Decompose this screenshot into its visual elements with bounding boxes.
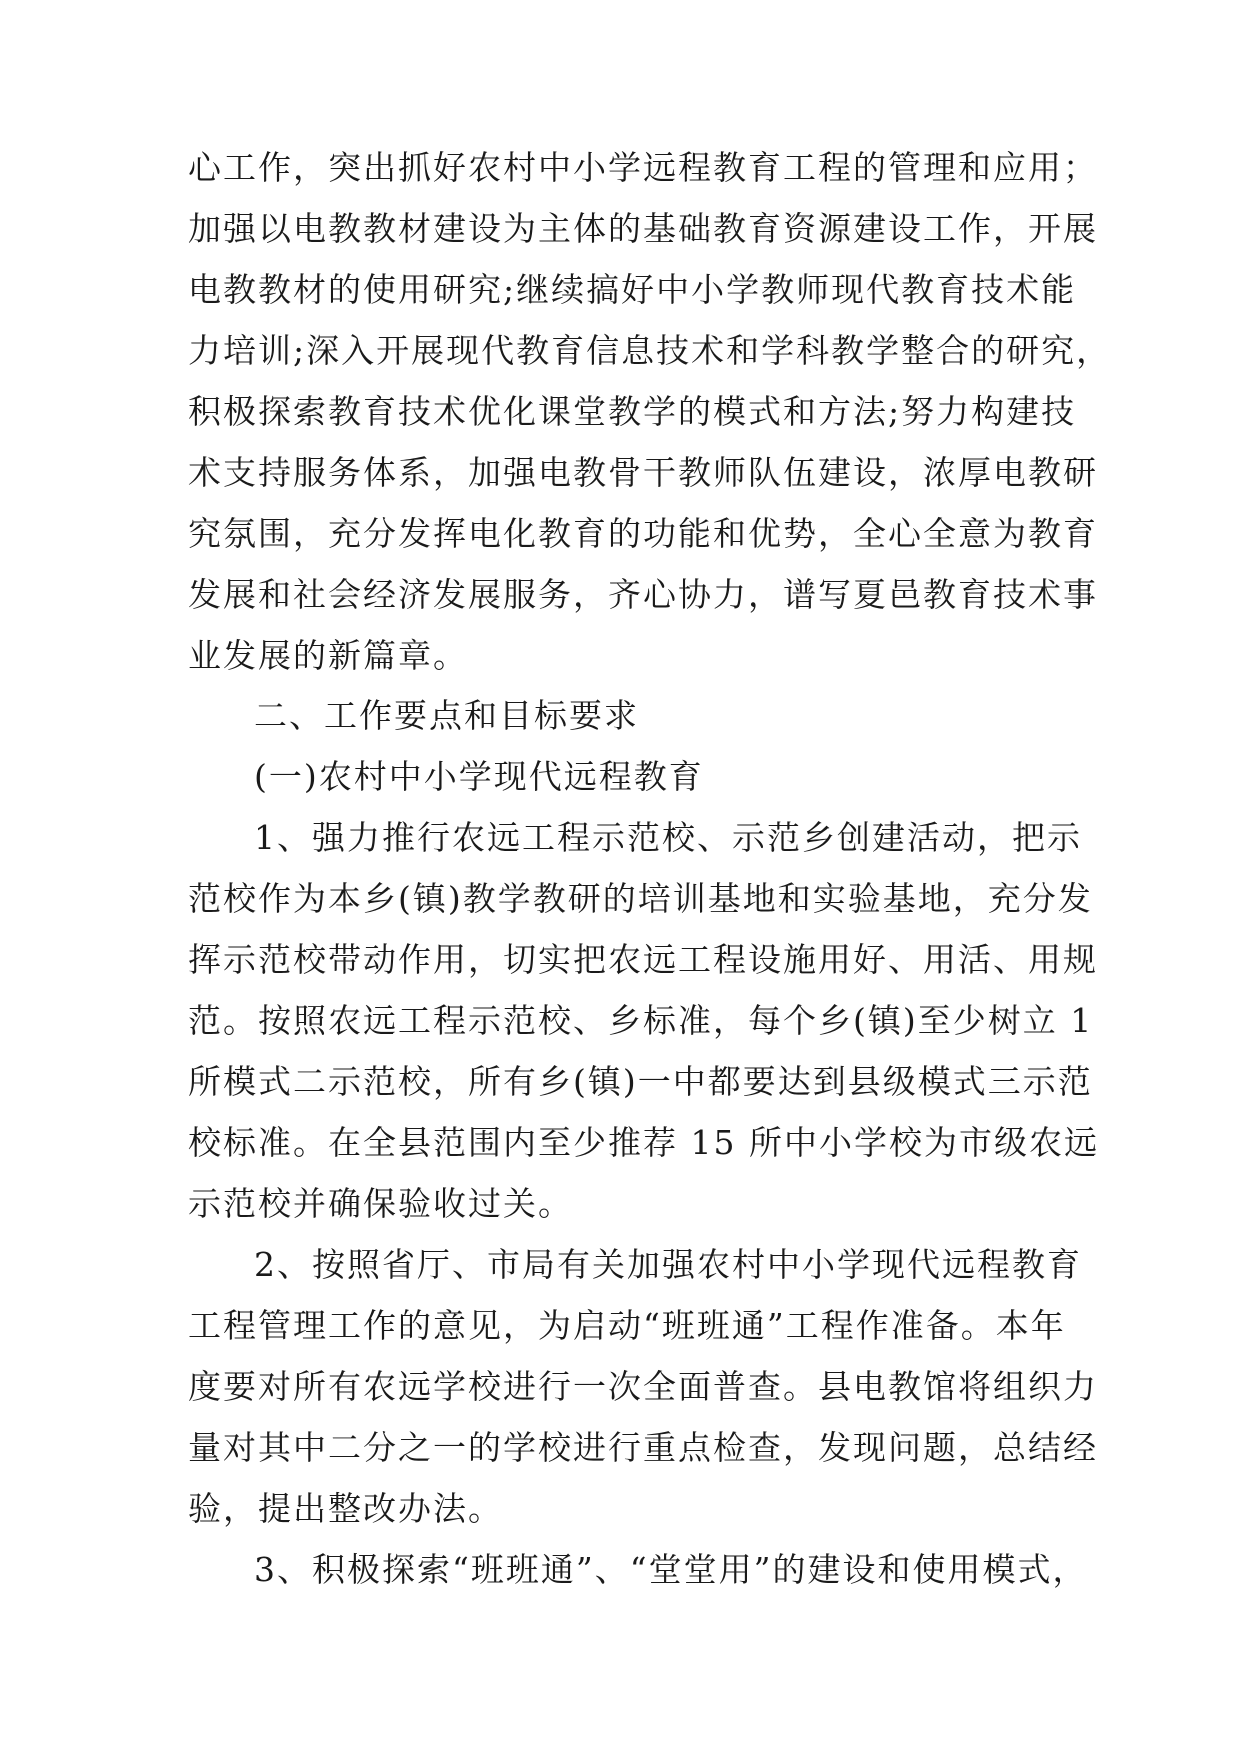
text-line: 工程管理工作的意见，为启动“班班通”工程作准备。本年 [188, 1306, 1066, 1345]
text-line: 力培训;深入开展现代教育信息技术和学科教学整合的研究， [188, 331, 1112, 370]
subsection-heading: (一)农村中小学现代远程教育 [254, 757, 704, 796]
text-line: 积极探索教育技术优化课堂教学的模式和方法;努力构建技 [188, 392, 1077, 431]
text-line: 校标准。在全县范围内至少推荐 15 所中小学校为市级农远 [188, 1123, 1099, 1162]
text-line: 发展和社会经济发展服务，齐心协力，谱写夏邑教育技术事 [188, 575, 1098, 614]
text-line: 2、按照省厅、市局有关加强农村中小学现代远程教育 [254, 1245, 1082, 1284]
text-line: 心工作，突出抓好农村中小学远程教育工程的管理和应用； [188, 148, 1098, 187]
text-line: 度要对所有农远学校进行一次全面普查。县电教馆将组织力 [188, 1367, 1098, 1406]
text-line: 术支持服务体系，加强电教骨干教师队伍建设，浓厚电教研 [188, 453, 1098, 492]
text-line: 3、积极探索“班班通”、“堂堂用”的建设和使用模式， [254, 1550, 1088, 1589]
text-line: 范。按照农远工程示范校、乡标准，每个乡(镇)至少树立 1 [188, 1001, 1094, 1040]
section-heading: 二、工作要点和目标要求 [254, 696, 639, 735]
text-line: 加强以电教教材建设为主体的基础教育资源建设工作，开展 [188, 209, 1098, 248]
text-line: 挥示范校带动作用，切实把农远工程设施用好、用活、用规 [188, 940, 1098, 979]
text-line: 范校作为本乡(镇)教学教研的培训基地和实验基地，充分发 [188, 879, 1093, 918]
text-line: 验，提出整改办法。 [188, 1489, 503, 1528]
text-line: 示范校并确保验收过关。 [188, 1184, 573, 1223]
text-line: 1、强力推行农远工程示范校、示范乡创建活动，把示 [254, 818, 1082, 857]
text-line: 究氛围，充分发挥电化教育的功能和优势，全心全意为教育 [188, 514, 1098, 553]
text-line: 所模式二示范校，所有乡(镇)一中都要达到县级模式三示范 [188, 1062, 1093, 1101]
text-line: 业发展的新篇章。 [188, 636, 468, 675]
text-line: 电教教材的使用研究;继续搞好中小学教师现代教育技术能 [188, 270, 1077, 309]
text-line: 量对其中二分之一的学校进行重点检查，发现问题，总结经 [188, 1428, 1098, 1467]
